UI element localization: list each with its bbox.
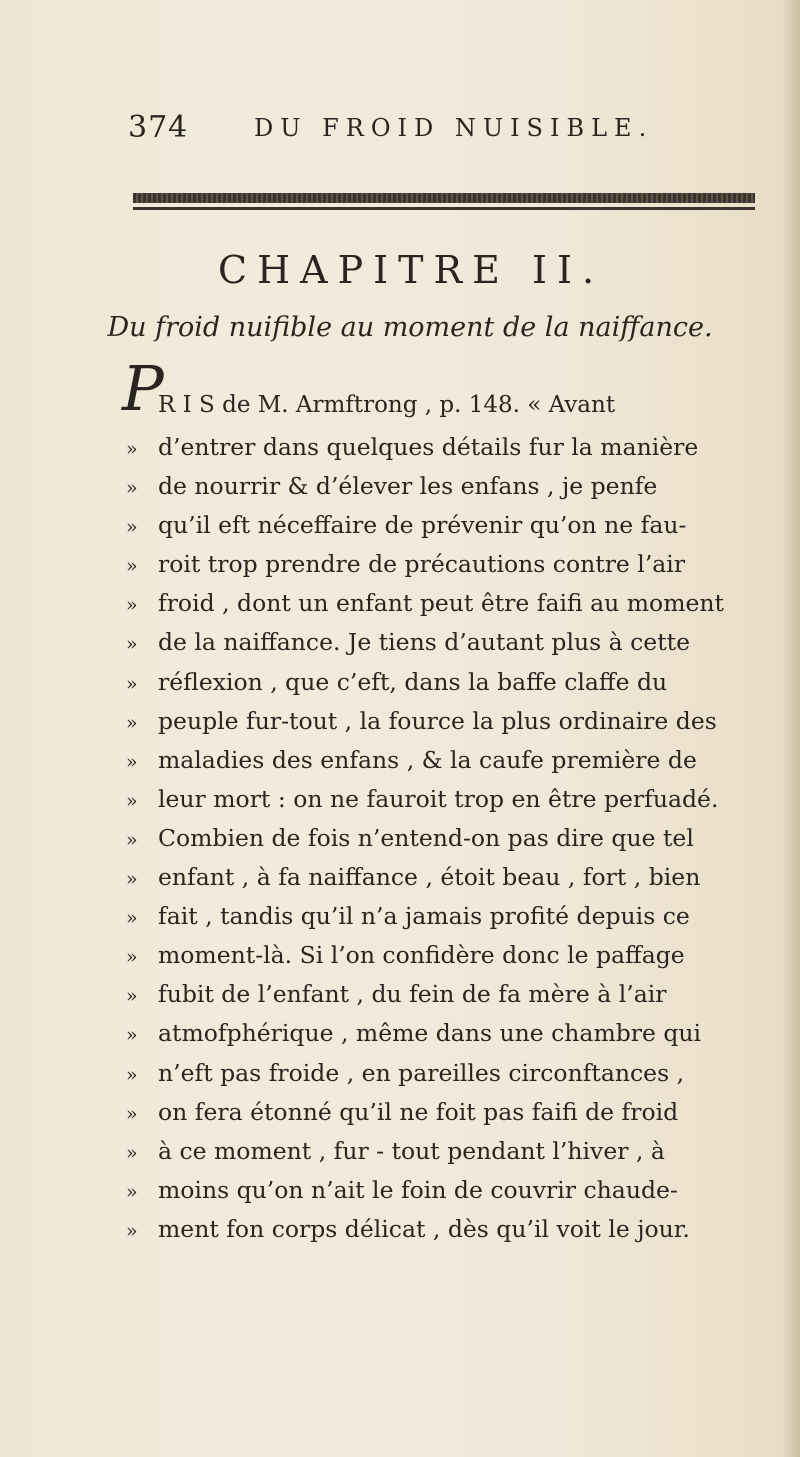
- thin-rule: [133, 207, 755, 210]
- text-line: [126, 975, 766, 1014]
- text-line: [126, 663, 766, 702]
- quote-mark: »: [126, 711, 138, 734]
- line-text: à ce moment , fur - tout pendant l’hiver , à: [158, 1136, 665, 1165]
- text-line: [126, 897, 766, 936]
- line-text: de nourrir & d’élever les enfans , je penfe: [158, 472, 658, 501]
- line-text: ment fon corps délicat , dès qu’il voit le jour.: [158, 1214, 690, 1243]
- quote-mark: »: [126, 946, 138, 969]
- page-number: 374: [128, 110, 189, 145]
- opening-text: R I S de M. Armftrong , p. 148. « Avant: [158, 392, 616, 418]
- line-text: fait , tandis qu’il n’a jamais profité depuis ce: [158, 902, 690, 931]
- body-text: [126, 428, 766, 1249]
- line-text: d’entrer dans quelques détails fur la manière: [158, 433, 699, 461]
- text-line: [126, 702, 766, 741]
- quote-mark: »: [126, 438, 138, 460]
- text-line: [126, 1093, 766, 1132]
- page-edge-shadow: [782, 0, 800, 1457]
- quote-mark: »: [126, 672, 138, 695]
- line-text: réflexion , que c’eft, dans la baffe claffe du: [158, 667, 668, 696]
- text-line: [126, 1132, 766, 1171]
- text-line: [126, 428, 766, 467]
- quote-mark: »: [126, 1102, 138, 1125]
- line-text: Combien de fois n’entend-on pas dire que tel: [158, 823, 694, 852]
- chapter-title: CHAPITRE II.: [217, 248, 605, 292]
- text-line: [126, 506, 766, 545]
- quote-mark: »: [126, 477, 138, 500]
- quote-mark: »: [126, 516, 138, 539]
- line-text: maladies des enfans , & la caufe première de: [158, 745, 697, 774]
- line-text: moment-là. Si l’on confidère donc le paffage: [158, 941, 685, 970]
- quote-mark: »: [126, 1219, 138, 1242]
- text-line: [126, 819, 766, 858]
- line-text: enfant , à fa naiffance , étoit beau , fort , bien: [158, 863, 701, 892]
- text-line: [126, 623, 766, 662]
- text-line: [126, 1210, 766, 1249]
- text-line: [126, 545, 766, 584]
- text-line: [126, 467, 766, 506]
- quote-mark: »: [126, 868, 138, 891]
- line-text: de la naiffance. Je tiens d’autant plus à cette: [158, 628, 690, 657]
- quote-mark: »: [126, 1141, 138, 1164]
- text-line: [126, 1054, 766, 1093]
- line-text: roit trop prendre de précautions contre l’air: [158, 550, 686, 579]
- quote-mark: »: [126, 789, 138, 812]
- quote-mark: »: [126, 1024, 138, 1047]
- text-line: [126, 584, 766, 623]
- quote-mark: »: [126, 750, 138, 773]
- quote-mark: »: [126, 1180, 138, 1203]
- ornamental-rule: [133, 193, 755, 203]
- opening-line: [122, 352, 762, 425]
- quote-mark: »: [126, 633, 138, 656]
- line-text: leur mort : on ne fauroit trop en être perfuadé.: [158, 784, 719, 813]
- quote-mark: »: [126, 594, 138, 617]
- line-text: on fera étonné qu’il ne foit pas faifi de froid: [158, 1097, 679, 1126]
- line-text: qu’il eft néceffaire de prévenir qu’on ne fau-: [158, 511, 687, 540]
- text-line: [126, 1171, 766, 1210]
- quote-mark: »: [126, 985, 138, 1008]
- text-line: [126, 936, 766, 975]
- running-head: DU FROID NUISIBLE.: [254, 114, 654, 142]
- line-text: moins qu’on n’ait le foin de couvrir chaude-: [158, 1175, 678, 1204]
- text-line: [126, 858, 766, 897]
- quote-mark: »: [126, 1063, 138, 1086]
- line-text: froid , dont un enfant peut être faifi au moment: [158, 589, 724, 618]
- chapter-subtitle: Du froid nuifible au moment de la naiffance.: [107, 312, 713, 343]
- quote-mark: »: [126, 555, 138, 578]
- quote-mark: »: [126, 828, 138, 851]
- drop-cap: P: [122, 352, 164, 425]
- line-text: n’eft pas froide , en pareilles circonftances ,: [158, 1058, 685, 1087]
- text-line: [126, 780, 766, 819]
- text-line: [126, 741, 766, 780]
- quote-mark: »: [126, 907, 138, 930]
- line-text: peuple fur-tout , la fource la plus ordinaire des: [158, 706, 717, 735]
- line-text: fubit de l’enfant , du fein de fa mère à l’air: [158, 980, 667, 1009]
- text-line: [126, 1014, 766, 1053]
- line-text: atmofphérique , même dans une chambre qui: [158, 1019, 702, 1048]
- page-header: [128, 110, 768, 160]
